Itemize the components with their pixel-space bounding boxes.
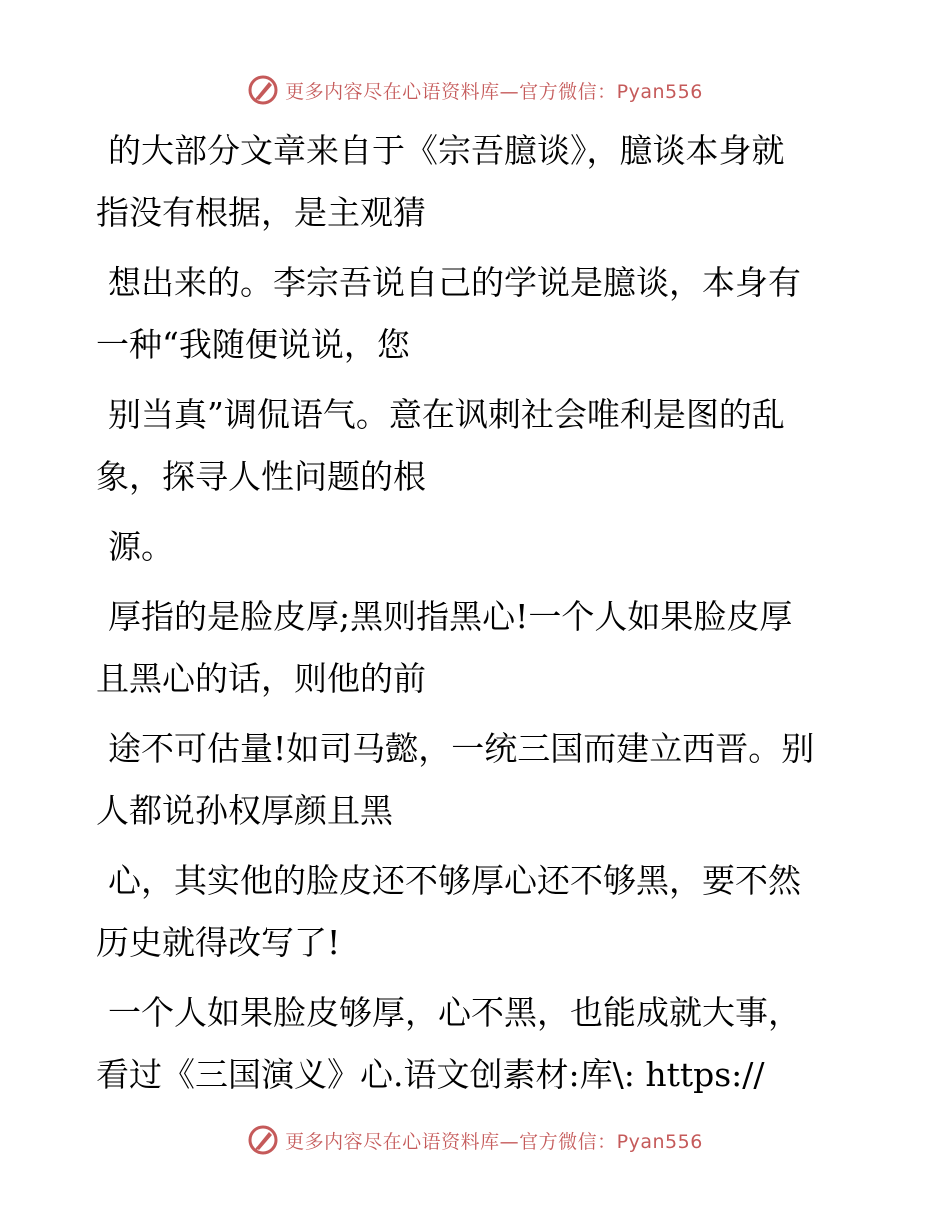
paragraph-line: 指没有根据，是主观猜 bbox=[96, 193, 426, 232]
paragraph-line: 源。 bbox=[108, 527, 174, 566]
header-banner bbox=[0, 70, 950, 110]
paragraph bbox=[96, 252, 856, 376]
quill-pen-icon bbox=[247, 74, 279, 106]
paragraph-line: 一种“我随便说说，您 bbox=[96, 325, 410, 364]
paragraph-line: 历史就得改写了! bbox=[96, 923, 341, 962]
paragraph-line: 心，其实他的脸皮还不够厚心还不够黑，要不然 bbox=[108, 861, 801, 900]
paragraph-line: 别当真”调侃语气。意在讽刺社会唯利是图的乱 bbox=[108, 395, 785, 434]
paragraph bbox=[96, 120, 856, 244]
paragraph-line: 的大部分文章来自于《宗吾臆谈》，臆谈本身就 bbox=[108, 131, 785, 170]
banner-text: 更多内容尽在心语资料库—官方微信：Pyan556 bbox=[285, 1130, 703, 1153]
paragraph-line: 人都说孙权厚颜且黑 bbox=[96, 791, 393, 830]
paragraph-line: 想出来的。李宗吾说自己的学说是臆谈，本身有 bbox=[108, 263, 801, 302]
paragraph bbox=[96, 718, 856, 842]
paragraph-line: 厚指的是脸皮厚;黑则指黑心!一个人如果脸皮厚 bbox=[108, 597, 793, 636]
footer-banner bbox=[0, 1120, 950, 1160]
paragraph-line: 途不可估量!如司马懿，一统三国而建立西晋。别 bbox=[108, 729, 815, 768]
quill-pen-icon bbox=[247, 1124, 279, 1156]
document-body bbox=[96, 120, 856, 1114]
paragraph-line: 象，探寻人性问题的根 bbox=[96, 457, 426, 496]
paragraph-line: 且黑心的话，则他的前 bbox=[96, 659, 426, 698]
paragraph bbox=[96, 982, 856, 1106]
paragraph bbox=[96, 516, 856, 578]
paragraph bbox=[96, 586, 856, 710]
banner-text: 更多内容尽在心语资料库—官方微信：Pyan556 bbox=[285, 80, 703, 103]
paragraph-line: 看过《三国演义》心.语文创素材:库\: https:// bbox=[96, 1055, 765, 1094]
paragraph bbox=[96, 384, 856, 508]
paragraph bbox=[96, 850, 856, 974]
paragraph-line: 一个人如果脸皮够厚，心不黑，也能成就大事， bbox=[108, 993, 801, 1032]
